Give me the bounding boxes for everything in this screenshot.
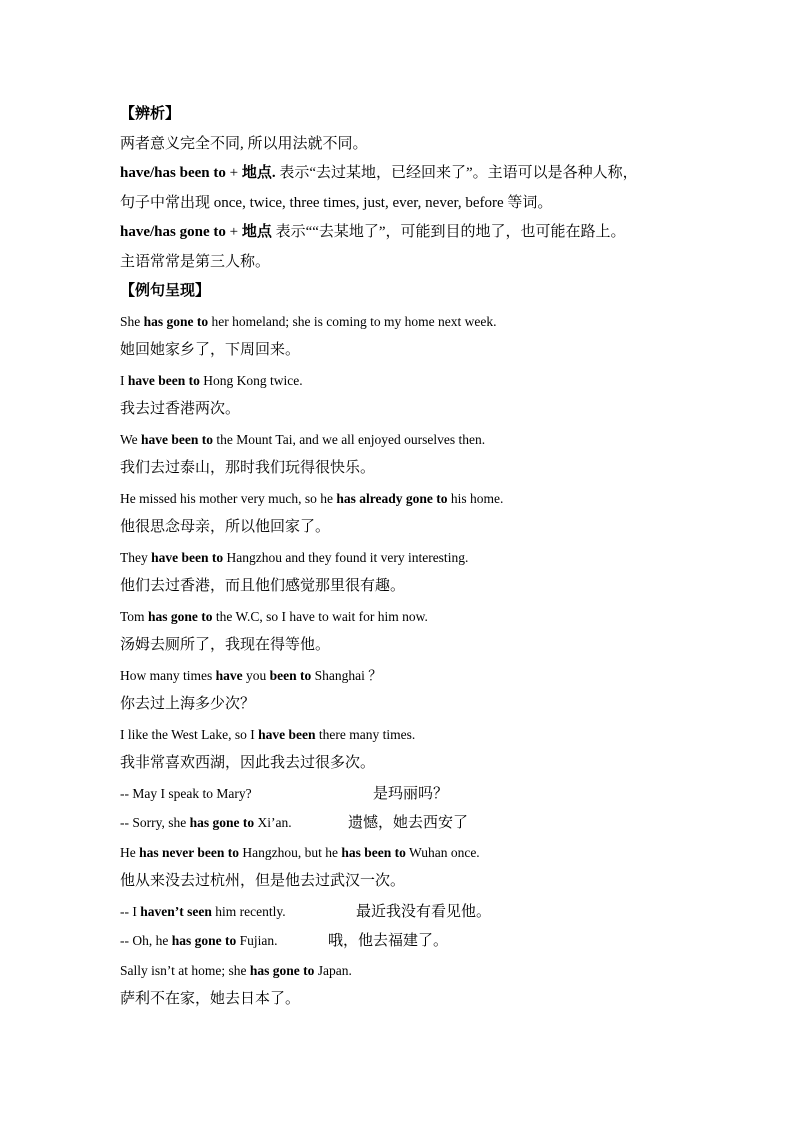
example-sentence-en (120, 425, 690, 455)
text-fragment: 哦，他去福建了。 (328, 933, 449, 949)
text-fragment: Tom (120, 608, 148, 624)
text-fragment: They (120, 549, 152, 565)
text-fragment: How many times (120, 667, 216, 683)
example-sentence-en (120, 543, 690, 573)
text-fragment: -- May I speak to Mary? (120, 785, 252, 801)
bold-phrase: have been to (141, 431, 214, 447)
text-fragment: the Mount Tai, and we all enjoyed ourselves then. (213, 431, 486, 447)
text-fragment: I (120, 372, 128, 388)
text-fragment: 表示“去过某地，已经回来了”。主语可以是各种人称， (275, 165, 638, 181)
text-fragment: -- I (120, 903, 141, 919)
dialog-line (120, 808, 690, 838)
rule-gone-to-continued: 主语常常是第三人称。 (120, 253, 271, 270)
example-sentence-en (120, 366, 690, 396)
dialog-line (120, 926, 690, 956)
example-sentence-cn: 他从来没去过杭州，但是他去过武汉一次。 (120, 873, 406, 889)
dialog-line (120, 897, 690, 927)
example-sentence-cn: 我非常喜欢西湖，因此我去过很多次。 (120, 755, 376, 771)
rule-gone-to-phrase: have/has gone to (120, 224, 226, 240)
text-fragment: She (120, 313, 144, 329)
document-page (120, 100, 690, 1015)
rule-been-to-continued: 句子中常出现 once, twice, three times, just, ever, never, before 等词。 (120, 194, 553, 211)
dialog-english (120, 926, 328, 956)
bold-phrase: has been to (341, 844, 406, 860)
text-fragment: Hangzhou, but he (239, 844, 342, 860)
text-fragment: We (120, 431, 142, 447)
text-fragment: 是玛丽吗？ (373, 785, 449, 802)
example-sentence-en (120, 602, 690, 632)
dialog-english (120, 808, 348, 838)
example-sentence-en (120, 838, 690, 868)
bold-phrase: been to (269, 667, 312, 683)
example-sentence-cn: 我去过香港两次。 (120, 401, 241, 417)
example-sentence-en (120, 956, 690, 986)
rule-been-to-phrase: have/has been to (120, 165, 226, 181)
example-sentence-cn: 萨利不在家，她去日本了。 (120, 991, 301, 1007)
bold-phrase: has already gone to (336, 490, 448, 506)
text-fragment: 遗憾，她去西安了 (348, 815, 469, 831)
example-sentence-cn: 你去过上海多少次？ (120, 696, 256, 712)
intro-text: 两者意义完全不同, 所以用法就不同。 (120, 135, 368, 152)
bold-phrase: has never been to (139, 844, 239, 860)
example-sentence-cn: 她回她家乡了，下周回来。 (120, 342, 301, 358)
example-sentence-cn: 我们去过泰山，那时我们玩得很快乐。 (120, 460, 376, 476)
bold-phrase: have (215, 667, 243, 683)
text-fragment: -- Oh, he (120, 933, 172, 948)
bold-phrase: have been to (127, 372, 200, 388)
example-sentence-en (120, 720, 690, 750)
text-fragment: Fujian. (236, 933, 278, 948)
example-sentence-cn: 汤姆去厕所了，我现在得等他。 (120, 637, 331, 653)
dialog-line (120, 779, 690, 809)
text-fragment: you (242, 667, 270, 683)
bold-phrase: has gone to (171, 933, 237, 948)
example-sentence-cn: 他们去过香港，而且他们感觉那里很有趣。 (120, 578, 406, 594)
rule-gone-to (120, 218, 690, 248)
bold-phrase: has gone to (147, 608, 213, 624)
example-sentence-cn: 他很思念母亲，所以他回家了。 (120, 519, 331, 535)
bold-phrase: has gone to (189, 815, 255, 830)
text-fragment: He missed his mother very much, so he (120, 490, 337, 506)
text-fragment: I like the West Lake, so I (120, 726, 259, 742)
text-fragment: him recently. (211, 903, 286, 919)
text-fragment: Sally isn’t at home; she (120, 962, 250, 978)
text-fragment: -- Sorry, she (120, 815, 190, 830)
bold-phrase: have been (258, 726, 316, 742)
text-fragment: 最近我没有看见他。 (356, 903, 492, 920)
text-fragment: Shanghai ？ (311, 667, 382, 683)
text-fragment: + (225, 165, 242, 181)
text-fragment: Hong Kong twice. (199, 372, 303, 388)
text-fragment: Japan. (314, 962, 352, 978)
bold-phrase: have been to (151, 549, 224, 565)
rule-been-to-place: 地点. (241, 165, 276, 181)
example-sentence-en (120, 307, 690, 337)
text-fragment: Xi’an. (254, 815, 292, 830)
text-fragment: Wuhan once. (405, 844, 480, 860)
text-fragment: He (120, 844, 140, 860)
bold-phrase: has gone to (143, 313, 209, 329)
text-fragment: the W.C, so I have to wait for him now. (212, 608, 428, 624)
rule-gone-to-place: 地点 (241, 224, 272, 240)
rule-been-to (120, 159, 690, 189)
dialog-english (120, 897, 356, 927)
section-heading-examples: 【例句呈现】 (120, 283, 211, 299)
text-fragment: his home. (447, 490, 504, 506)
text-fragment: + (225, 224, 242, 240)
bold-phrase: haven’t seen (140, 903, 212, 919)
text-fragment: there many times. (315, 726, 416, 742)
text-fragment: her homeland; she is coming to my home next week. (208, 313, 497, 329)
text-fragment: 表示““去某地了”，可能到目的地了，也可能在路上。 (271, 224, 626, 240)
bold-phrase: has gone to (249, 962, 315, 978)
example-sentence-en (120, 661, 690, 691)
section-heading-analysis: 【辨析】 (120, 106, 181, 122)
text-fragment: Hangzhou and they found it very interesting. (223, 549, 469, 565)
example-sentence-en (120, 484, 690, 514)
